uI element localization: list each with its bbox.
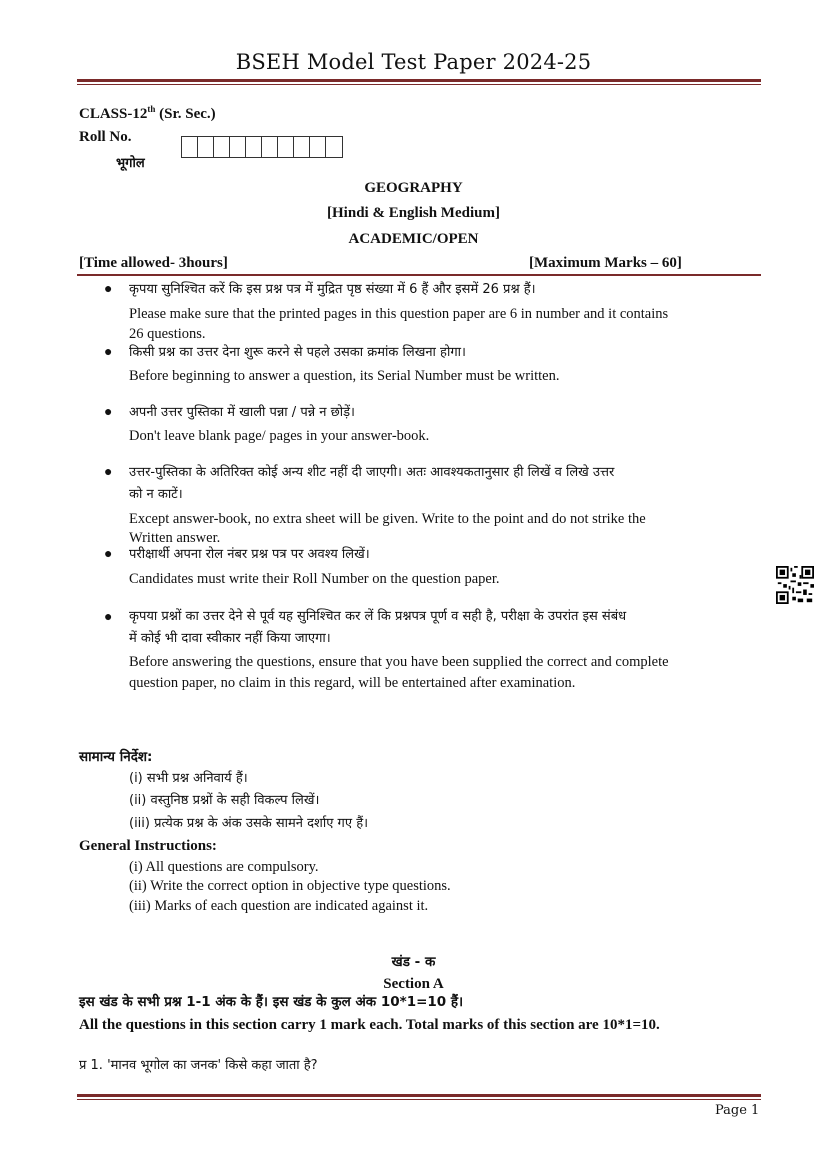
- bullet-icon: ●: [104, 547, 113, 562]
- instruction-hindi: में कोई भी दावा स्वीकार नहीं किया जाएगा।: [129, 631, 331, 646]
- section-hindi-note: इस खंड के सभी प्रश्न 1-1 अंक के हैं। इस खंड के कुल अंक 10*1=10 हैं।: [79, 994, 464, 1010]
- section-hindi-title: खंड - क: [391, 954, 436, 970]
- instruction-hindi: को न काटें।: [129, 487, 183, 502]
- instruction-english: Before answering the questions, ensure that you have been supplied the correct and complete: [129, 654, 669, 670]
- general-english-heading: General Instructions:: [79, 838, 217, 854]
- general-english-item: (iii) Marks of each question are indicated against it.: [129, 898, 429, 914]
- page-header-title: BSEH Model Test Paper 2024-25: [235, 50, 592, 74]
- page-number: Page 1: [715, 1103, 760, 1118]
- general-english-item: (i) All questions are compulsory.: [129, 859, 319, 875]
- subject-title: GEOGRAPHY: [364, 180, 463, 196]
- footer-rule: [77, 1094, 761, 1097]
- bullet-icon: ●: [104, 405, 113, 420]
- general-hindi-heading: सामान्य निर्देश:: [79, 749, 153, 765]
- instruction-english: Candidates must write their Roll Number on the question paper.: [129, 571, 500, 587]
- instruction-english: question paper, no claim in this regard, will be entertained after examination.: [129, 675, 576, 691]
- question-1: प्र 1. 'मानव भूगोल का जनक' किसे कहा जाता है?: [79, 1058, 318, 1073]
- roll-number-boxes[interactable]: [181, 136, 343, 158]
- academic-title: ACADEMIC/OPEN: [348, 231, 479, 247]
- general-hindi-item: (ii) वस्तुनिष्ठ प्रश्नों के सही विकल्प लिखें।: [129, 793, 320, 808]
- maximum-marks: [Maximum Marks – 60]: [529, 255, 682, 271]
- section-english-note: All the questions in this section carry 1 mark each. Total marks of this section are 10*1=10.: [79, 1017, 660, 1033]
- bullet-icon: ●: [104, 282, 113, 297]
- section-english-title: Section A: [383, 976, 444, 992]
- general-english-item: (ii) Write the correct option in objective type questions.: [129, 878, 451, 894]
- roll-label: Roll No.: [79, 129, 132, 145]
- class-line: CLASS-12th (Sr. Sec.): [79, 104, 216, 122]
- instruction-hindi: अपनी उत्तर पुस्तिका में खाली पन्ना / पन्ने न छोड़ें।: [129, 405, 355, 420]
- meta-rule: [77, 274, 761, 276]
- instruction-hindi: कृपया प्रश्नों का उत्तर देने से पूर्व यह सुनिश्चित कर लें कि प्रश्नपत्र पूर्ण व सही है, परीक्षा के उपरांत इस संबंध: [129, 609, 627, 624]
- instruction-hindi: उत्तर-पुस्तिका के अतिरिक्त कोई अन्य शीट नहीं दी जाएगी। अतः आवश्यकतानुसार ही लिखें व लिखे उत्तर: [129, 465, 615, 480]
- instruction-english: Written answer.: [129, 530, 221, 546]
- time-allowed: [Time allowed- 3hours]: [79, 255, 228, 271]
- instruction-english: Before beginning to answer a question, its Serial Number must be written.: [129, 368, 560, 384]
- instruction-english: Except answer-book, no extra sheet will be given. Write to the point and do not strike the: [129, 511, 646, 527]
- general-hindi-item: (iii) प्रत्येक प्रश्न के अंक उसके सामने दर्शाए गए हैं।: [129, 816, 369, 831]
- instruction-english: Don't leave blank page/ pages in your answer-book.: [129, 428, 430, 444]
- bullet-icon: ●: [104, 610, 113, 625]
- instruction-english: Please make sure that the printed pages in this question paper are 6 in number and it contains: [129, 306, 669, 322]
- footer-rule-thin: [77, 1099, 761, 1100]
- instruction-hindi: कृपया सुनिश्चित करें कि इस प्रश्न पत्र में मुद्रित पृष्ठ संख्या में 6 हैं और इसमें 26 प्रश्न हैं।: [129, 282, 536, 297]
- qr-code-icon: [776, 566, 814, 604]
- header-rule: [77, 79, 761, 82]
- bullet-icon: ●: [104, 465, 113, 480]
- medium-title: [Hindi & English Medium]: [327, 205, 500, 221]
- general-hindi-item: (i) सभी प्रश्न अनिवार्य हैं।: [129, 771, 248, 786]
- instruction-english: 26 questions.: [129, 326, 206, 342]
- subject-hindi: भूगोल: [116, 156, 145, 171]
- bullet-icon: ●: [104, 345, 113, 360]
- instruction-hindi: किसी प्रश्न का उत्तर देना शुरू करने से पहले उसका क्रमांक लिखना होगा।: [129, 345, 466, 360]
- instruction-hindi: परीक्षार्थी अपना रोल नंबर प्रश्न पत्र पर अवश्य लिखें।: [129, 547, 370, 562]
- header-rule-thin: [77, 84, 761, 85]
